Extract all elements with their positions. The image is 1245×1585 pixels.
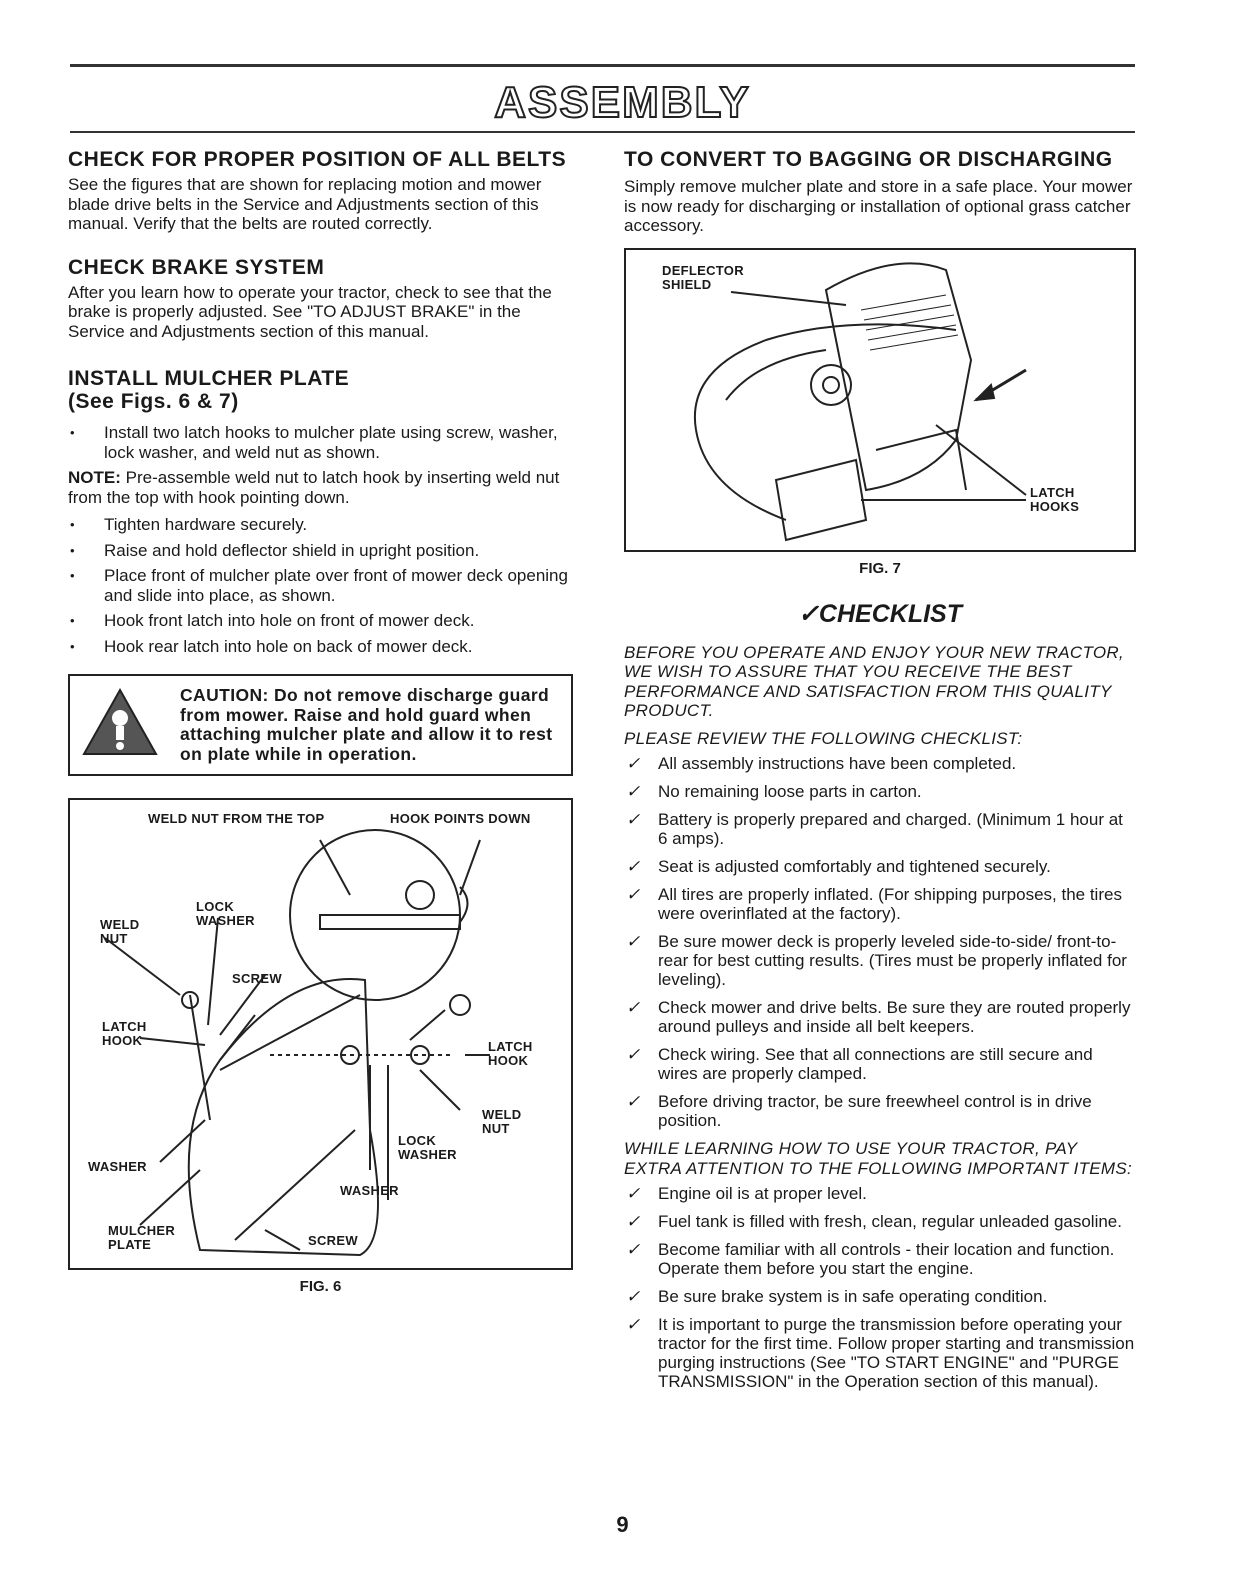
- list-item: ✓ Seat is adjusted comfortably and tightened securely.: [624, 857, 1136, 876]
- belts-body: See the figures that are shown for replacing motion and mower blade drive belts in the Service and Adjustments section of this manual. Verify that the belts are routed correctly.: [68, 175, 542, 233]
- list-item: • Place front of mulcher plate over front of mower deck opening and slide into place, as shown.: [68, 566, 573, 605]
- checklist-title: ✓CHECKLIST: [797, 599, 962, 628]
- figure-7: [624, 248, 1136, 552]
- fig6-label-lock-washer-2: LOCK WASHER: [398, 1133, 457, 1162]
- warning-icon: [80, 686, 180, 764]
- top-rule: [70, 64, 1135, 67]
- convert-section: [624, 148, 1136, 236]
- checklist-items-2: [624, 1184, 1136, 1391]
- convert-heading: TO CONVERT TO BAGGING OR DISCHARGING: [624, 148, 1113, 171]
- fig6-label-hook-down: HOOK POINTS DOWN: [390, 811, 531, 826]
- caution-box: [68, 674, 573, 776]
- mulcher-note: [68, 468, 573, 507]
- convert-body: Simply remove mulcher plate and store in a safe place. Your mower is now ready for discharging or installation of optional grass catcher accessory.: [624, 177, 1133, 235]
- mulcher-heading: INSTALL MULCHER PLATE: [68, 367, 350, 390]
- list-item: ✓ No remaining loose parts in carton.: [624, 782, 1136, 801]
- fig6-label-washer-1: WASHER: [88, 1159, 147, 1174]
- list-item: ✓ Battery is properly prepared and charged. (Minimum 1 hour at 6 amps).: [624, 810, 1136, 848]
- fig6-label-washer-2: WASHER: [340, 1183, 399, 1198]
- list-item: • Raise and hold deflector shield in upright position.: [68, 541, 573, 561]
- note-text: Pre-assemble weld nut to latch hook by inserting weld nut from the top with hook pointing down.: [68, 468, 560, 507]
- brake-body: After you learn how to operate your tractor, check to see that the brake is properly adjusted. See "TO ADJUST BRAKE" in the Service and Adjustments section of this manual.: [68, 282, 552, 341]
- figure-6: [68, 798, 573, 1270]
- right-column: [624, 148, 1136, 1400]
- checklist-while: WHILE LEARNING HOW TO USE YOUR TRACTOR, PAY EXTRA ATTENTION TO THE FOLLOWING IMPORTANT ITEMS:: [624, 1139, 1133, 1178]
- list-item: • Tighten hardware securely.: [68, 515, 573, 535]
- page-title: ASSEMBLY: [494, 78, 751, 127]
- left-column: [68, 148, 573, 1295]
- list-item: ✓ It is important to purge the transmission before operating your tractor for the first time. Follow proper starting and transmission purging instructions (See "TO START ENGINE" and "PURGE TRANSMISSION" in the Operation section of this manual).: [624, 1315, 1136, 1391]
- mulcher-section: [68, 367, 573, 656]
- caution-text: CAUTION: Do not remove discharge guard from mower. Raise and hold guard when attaching mulcher plate and allow it to rest on plate while in operation.: [180, 685, 553, 764]
- fig6-caption: FIG. 6: [299, 1278, 342, 1295]
- fig6-label-weld-nut-1: WELD NUT: [100, 917, 140, 946]
- fig7-label-deflector: DEFLECTOR SHIELD: [662, 262, 744, 292]
- mulcher-bullet-list-2: [68, 515, 573, 656]
- checklist-intro: BEFORE YOU OPERATE AND ENJOY YOUR NEW TRACTOR, WE WISH TO ASSURE THAT YOU RECEIVE THE BEST PERFORMANCE AND SATISFACTION FROM THIS QUALITY PRODUCT.: [624, 642, 1124, 720]
- note-label: NOTE:: [68, 468, 121, 487]
- belts-section: [68, 148, 573, 234]
- mulcher-subheading: (See Figs. 6 & 7): [68, 390, 239, 413]
- fig6-label-latch-hook-2: LATCH HOOK: [488, 1039, 533, 1068]
- brake-heading: CHECK BRAKE SYSTEM: [68, 255, 325, 279]
- list-item: ✓ Before driving tractor, be sure freewheel control is in drive position.: [624, 1092, 1136, 1130]
- fig6-label-mulcher-plate: MULCHER PLATE: [108, 1223, 176, 1252]
- list-item: ✓ Be sure mower deck is properly leveled side-to-side/ front-to-rear for best cutting results. (Tires must be properly inflated for leveling).: [624, 932, 1136, 989]
- list-item: ✓ Engine oil is at proper level.: [624, 1184, 1136, 1203]
- list-item: ✓ Become familiar with all controls - their location and function. Operate them before you start the engine.: [624, 1240, 1136, 1278]
- list-item: • Hook rear latch into hole on back of mower deck.: [68, 637, 573, 657]
- list-item: • Install two latch hooks to mulcher plate using screw, washer, lock washer, and weld nut as shown.: [68, 423, 573, 462]
- list-item: • Hook front latch into hole on front of mower deck.: [68, 611, 573, 631]
- list-item: ✓ All tires are properly inflated. (For shipping purposes, the tires were overinflated at the factory).: [624, 885, 1136, 923]
- fig6-label-latch-hook-1: LATCH HOOK: [102, 1019, 147, 1048]
- checklist-items: [624, 754, 1136, 1130]
- list-item: ✓ Check mower and drive belts. Be sure they are routed properly around pulleys and inside all belt keepers.: [624, 998, 1136, 1036]
- checklist-review: PLEASE REVIEW THE FOLLOWING CHECKLIST:: [624, 728, 1023, 748]
- fig7-caption: FIG. 7: [859, 559, 901, 577]
- list-item: ✓ Check wiring. See that all connections are still secure and wires are properly clamped.: [624, 1045, 1136, 1083]
- mulcher-bullet-list-1: [68, 423, 573, 462]
- title-rule: [70, 131, 1135, 133]
- fig6-label-weld-nut-top: WELD NUT FROM THE TOP: [148, 811, 325, 826]
- list-item: ✓ All assembly instructions have been completed.: [624, 754, 1136, 773]
- fig6-label-screw-2: SCREW: [308, 1233, 358, 1248]
- belts-heading: CHECK FOR PROPER POSITION OF ALL BELTS: [68, 148, 567, 171]
- fig6-label-lock-washer-1: LOCK WASHER: [196, 899, 255, 928]
- list-item: ✓ Fuel tank is filled with fresh, clean, regular unleaded gasoline.: [624, 1212, 1136, 1231]
- list-item: ✓ Be sure brake system is in safe operating condition.: [624, 1287, 1136, 1306]
- fig7-label-latch: LATCH HOOKS: [1030, 484, 1080, 514]
- fig6-label-weld-nut-2: WELD NUT: [482, 1107, 522, 1136]
- brake-section: [68, 256, 573, 342]
- page-number: 9: [616, 1512, 629, 1537]
- fig6-label-screw-1: SCREW: [232, 971, 282, 986]
